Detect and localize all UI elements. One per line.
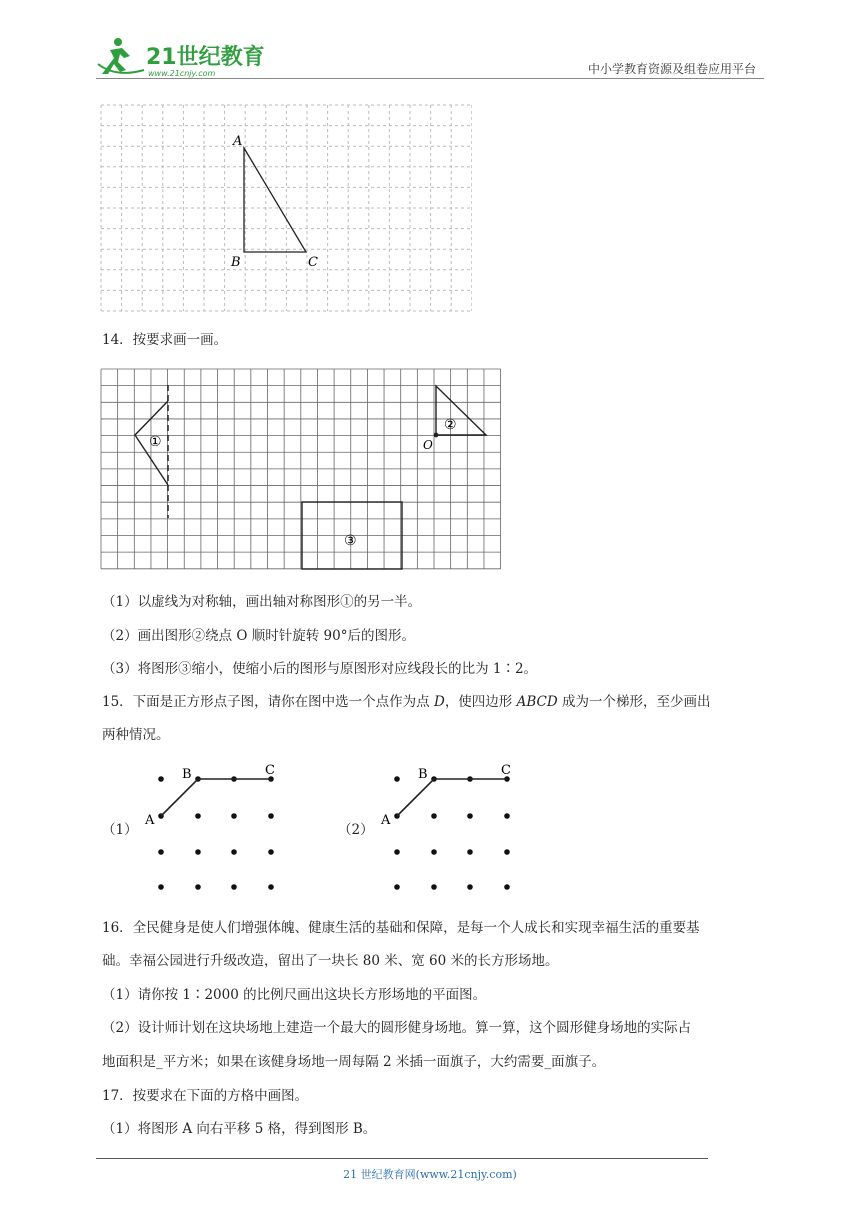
point-o xyxy=(434,433,439,438)
dot1-label-b: B xyxy=(182,767,192,782)
header-slogan: 中小学教育资源及组卷应用平台 xyxy=(587,62,756,76)
label-c: C xyxy=(308,255,318,270)
footer-text: 21 世纪教育网(www.21cnjy.com) xyxy=(343,1168,517,1181)
q14-title: 14．按要求画一画。 xyxy=(102,332,228,348)
shape-1-label: ① xyxy=(149,434,162,450)
label-a: A xyxy=(233,134,243,149)
q16-line2: 础。幸福公园进行升级改造，留出了一块长 80 米、宽 60 米的长方形场地。 xyxy=(102,953,559,969)
segment-abc-2 xyxy=(397,779,507,816)
triangle-grid-figure xyxy=(100,104,472,316)
dot-grid-2 xyxy=(376,758,526,898)
q14-part2: （2）画出图形②绕点 O 顺时针旋转 90°后的图形。 xyxy=(102,628,415,644)
logo-url: www.21cnjy.com xyxy=(148,69,216,78)
dot1-label-c: C xyxy=(265,763,275,778)
dot2-label-b: B xyxy=(418,767,428,782)
q15-line2: 两种情况。 xyxy=(102,727,170,743)
segment-abc-1 xyxy=(161,779,271,816)
q15-sub1-label: （1） xyxy=(102,822,138,838)
q14-part1: （1）以虚线为对称轴，画出轴对称图形①的另一半。 xyxy=(102,594,422,610)
q14-grid-figure xyxy=(100,368,506,572)
q16-part2a: （2）设计师计划在这块场地上建造一个最大的圆形健身场地。算一算，这个圆形健身场地的实际占 xyxy=(102,1020,692,1036)
dots-2 xyxy=(394,776,510,890)
dot1-label-a: A xyxy=(145,813,155,828)
q15-line1: 15．下面是正方形点子图，请你在图中选一个点作为点 D，使四边形 ABCD 成为一个梯形，至少画出 xyxy=(102,694,711,710)
point-o-label: O xyxy=(423,438,433,452)
dashed-grid xyxy=(101,105,472,311)
site-logo xyxy=(96,34,266,82)
solid-grid xyxy=(101,369,501,569)
logo-text: 21世纪教育 xyxy=(146,45,265,70)
q17-title: 17．按要求在下面的方格中画图。 xyxy=(102,1088,309,1104)
q16-part1: （1）请你按 1∶2000 的比例尺画出这块长方形场地的平面图。 xyxy=(102,987,487,1003)
dot-grid-1 xyxy=(140,758,290,898)
label-b: B xyxy=(231,255,241,270)
triangle-abc xyxy=(244,148,306,252)
header-divider xyxy=(96,78,764,79)
q14-part3: （3）将图形③缩小，使缩小后的图形与原图形对应线段长的比为 1∶2。 xyxy=(102,661,538,677)
dot2-label-a: A xyxy=(381,813,391,828)
q17-part1: （1）将图形 A 向右平移 5 格，得到图形 B。 xyxy=(102,1121,377,1137)
footer-divider xyxy=(96,1158,708,1159)
dots-1 xyxy=(158,776,274,890)
dot2-label-c: C xyxy=(501,763,511,778)
q16-line1: 16．全民健身是使人们增强体魄、健康生活的基础和保障，是每一个人成长和实现幸福生活的重要基 xyxy=(102,920,700,936)
q16-part2b: 地面积是_平方米；如果在该健身场地一周每隔 2 米插一面旗子，大约需要_面旗子。 xyxy=(102,1054,606,1070)
q15-sub2-label: （2） xyxy=(338,822,374,838)
shape-2-label: ② xyxy=(444,417,457,433)
shape-3-label: ③ xyxy=(344,533,357,549)
